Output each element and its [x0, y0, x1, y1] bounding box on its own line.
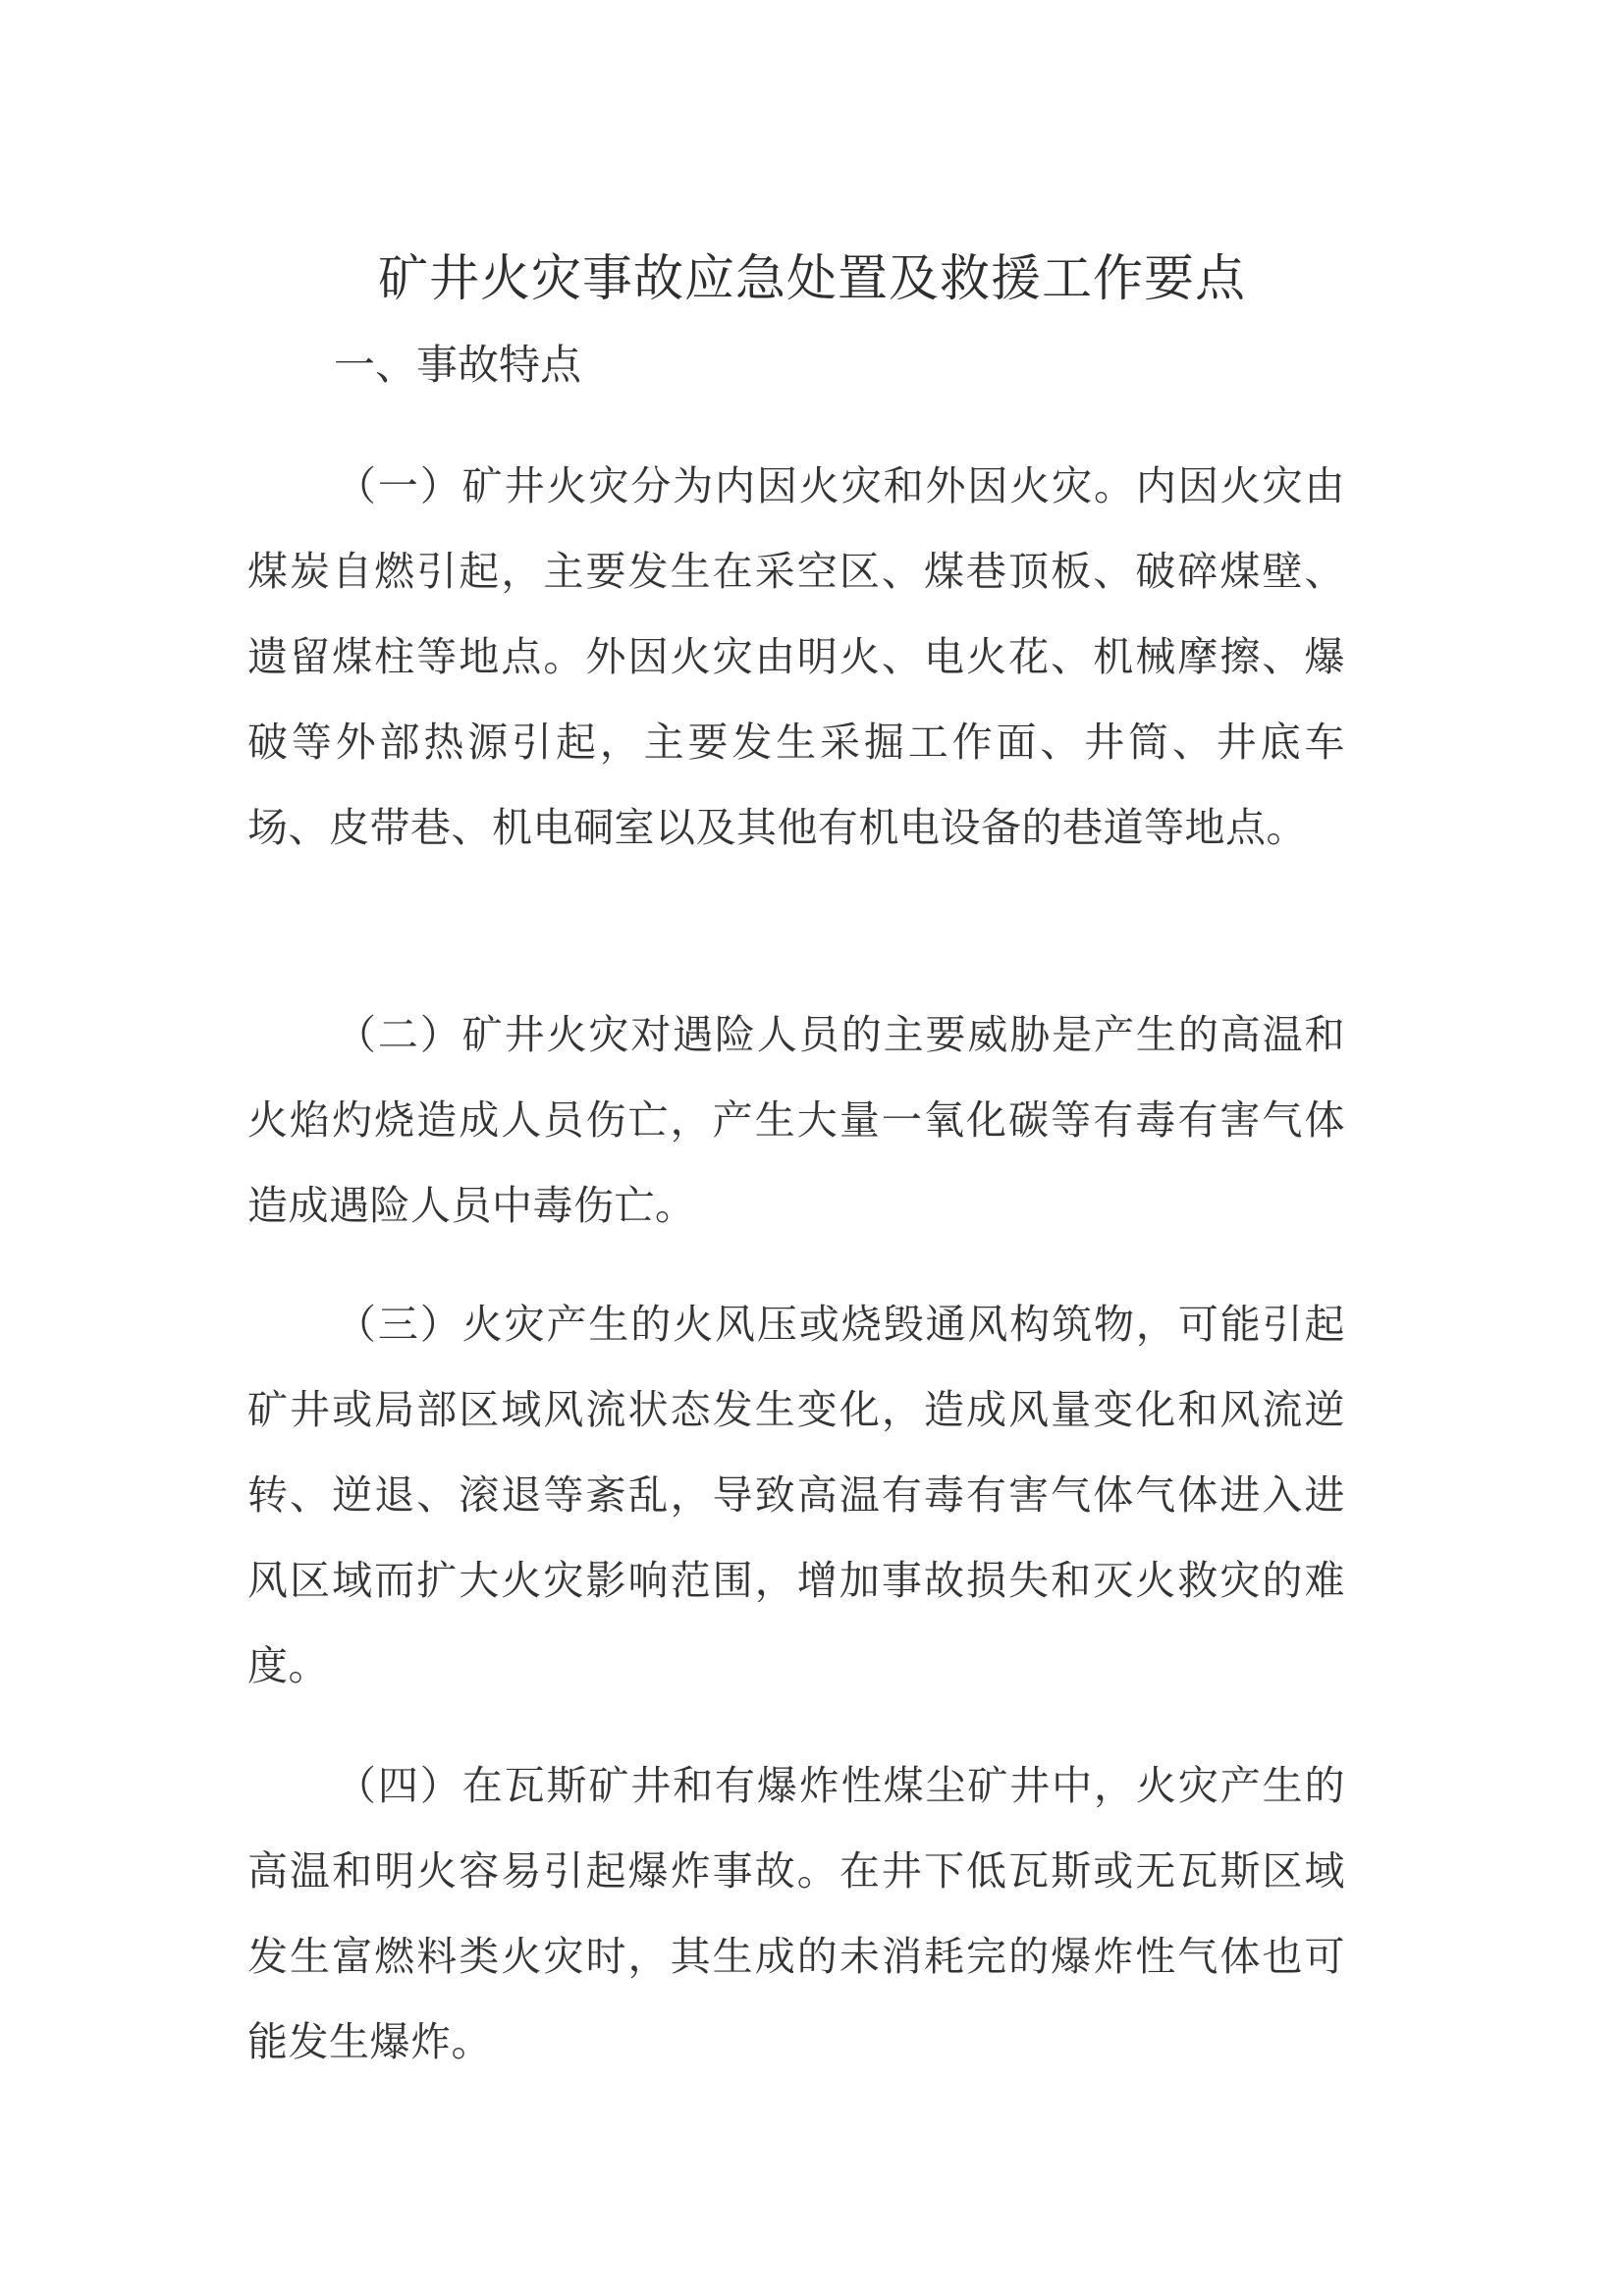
paragraph-3: （三）火灾产生的火风压或烧毁通风构筑物，可能引起矿井或局部区域风流状态发生变化，造成风量变化和风流逆转、逆退、滚退等紊乱，导致高温有毒有害气体气体进入进风区域而扩大火灾影响范围，增加事故损失和灭火救灾的难度。 — [247, 1301, 1345, 1689]
paragraph-2: （二）矿井火灾对遇险人员的主要威胁是产生的高温和火焰灼烧造成人员伤亡，产生大量一氧化碳等有毒有害气体造成遇险人员中毒伤亡。 — [247, 1011, 1345, 1229]
document-title: 矿井火灾事故应急处置及救援工作要点 — [377, 250, 1246, 308]
paragraph-4: （四）在瓦斯矿井和有爆炸性煤尘矿井中，火灾产生的高温和明火容易引起爆炸事故。在井下低瓦斯或无瓦斯区域发生富燃料类火灾时，其生成的未消耗完的爆炸性气体也可能发生爆炸。 — [247, 1762, 1345, 2065]
paragraph-1: （一）矿井火灾分为内因火灾和外因火灾。内因火灾由煤炭自燃引起，主要发生在采空区、煤巷顶板、破碎煤壁、遗留煤柱等地点。外因火灾由明火、电火花、机械摩擦、爆破等外部热源引起，主要发生采掘工作面、井筒、井底车场、皮带巷、机电硐室以及其他有机电设备的巷道等地点。 — [247, 462, 1345, 851]
section-heading: 一、事故特点 — [334, 341, 582, 389]
